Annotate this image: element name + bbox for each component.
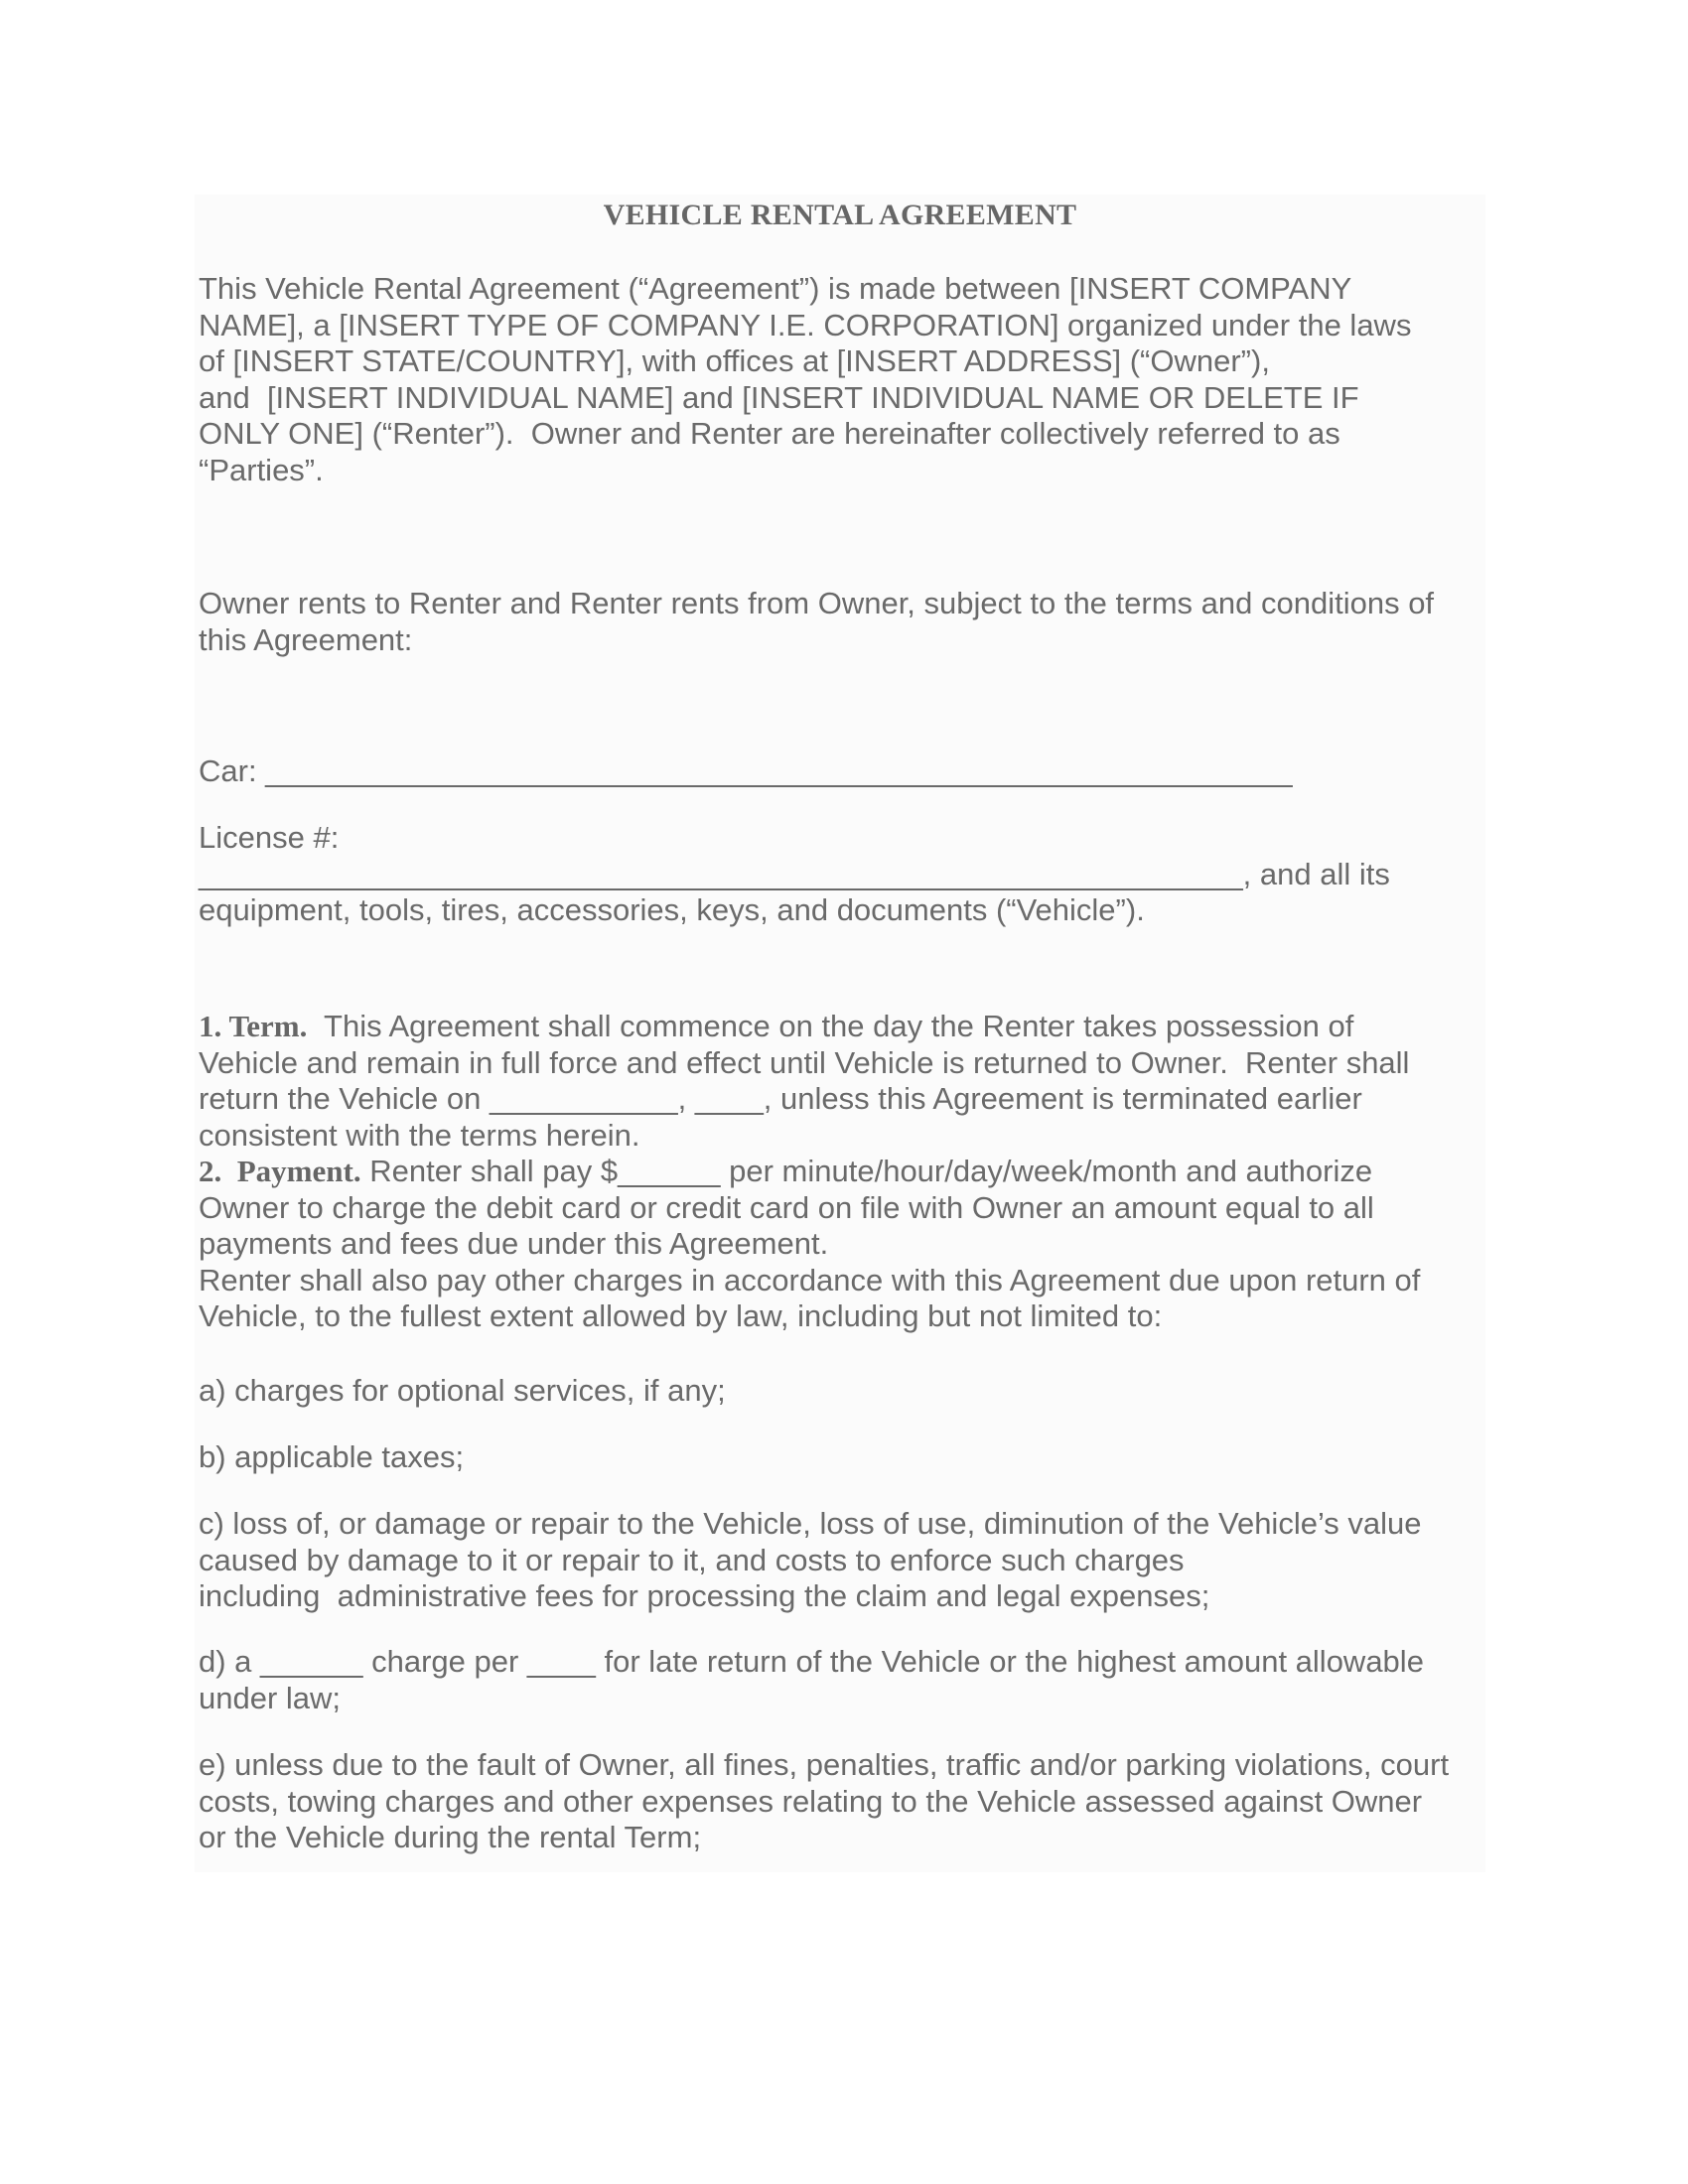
intro-line: “Parties”.	[199, 452, 324, 487]
term-line: consistent with the terms herein.	[199, 1117, 640, 1153]
item-c-line: c) loss of, or damage or repair to the Vehicle, loss of use, diminution of the Vehicle’s value	[199, 1506, 1422, 1541]
item-e-line: e) unless due to the fault of Owner, all fines, penalties, traffic and/or parking violations, court	[199, 1747, 1450, 1782]
license-field	[199, 820, 1489, 929]
intro-paragraph	[199, 271, 1489, 488]
term-line: return the Vehicle on ___________, ____, unless this Agreement is terminated earlier	[199, 1081, 1362, 1116]
payment-first-line-rest: Renter shall pay $______ per minute/hour/day/week/month and authorize	[360, 1154, 1373, 1188]
car-line: Car: ____________________________________________________________	[199, 753, 1293, 788]
payment-line: payments and fees due under this Agreement.	[199, 1226, 829, 1261]
rent-line: Owner rents to Renter and Renter rents from Owner, subject to the terms and conditions of	[199, 586, 1435, 620]
item-e-line: costs, towing charges and other expenses relating to the Vehicle assessed against Owner	[199, 1783, 1423, 1819]
term-heading: 1. Term.	[199, 1009, 308, 1043]
term-line: Vehicle and remain in full force and effect until Vehicle is returned to Owner. Renter shall	[199, 1044, 1410, 1080]
payment-heading: 2. Payment.	[199, 1154, 361, 1188]
payment-line: Owner to charge the debit card or credit card on file with Owner an amount equal to all	[199, 1189, 1374, 1225]
item-d-line: d) a ______ charge per ____ for late return of the Vehicle or the highest amount allowable	[199, 1644, 1424, 1679]
item-b-line: b) applicable taxes;	[199, 1439, 465, 1474]
rent-paragraph	[199, 586, 1489, 658]
license-blank-line: _____________________________________________________________, and all its	[199, 856, 1390, 891]
car-field	[199, 753, 1489, 790]
item-e	[199, 1747, 1489, 1856]
intro-line: NAME], a [INSERT TYPE OF COMPANY I.E. CORPORATION] organized under the laws	[199, 307, 1412, 342]
term-first-line-rest: This Agreement shall commence on the day the Renter takes possession of	[307, 1009, 1354, 1043]
item-a-line: a) charges for optional services, if any;	[199, 1373, 726, 1408]
item-d	[199, 1644, 1489, 1716]
document-body	[195, 195, 1485, 1872]
item-b	[199, 1439, 1489, 1476]
item-d-line: under law;	[199, 1680, 342, 1715]
terms-section	[199, 1009, 1489, 1335]
license-label: License #:	[199, 820, 340, 855]
item-e-line: or the Vehicle during the rental Term;	[199, 1820, 702, 1854]
rent-line: this Agreement:	[199, 621, 413, 657]
intro-line: and [INSERT INDIVIDUAL NAME] and [INSERT INDIVIDUAL NAME OR DELETE IF	[199, 379, 1359, 415]
item-c-line: caused by damage to it or repair to it, and costs to enforce such charges	[199, 1542, 1185, 1577]
license-end-line: equipment, tools, tires, accessories, keys, and documents (“Vehicle”).	[199, 892, 1145, 927]
term-first-line	[199, 1009, 1489, 1045]
item-c-line: including administrative fees for processing the claim and legal expenses;	[199, 1578, 1210, 1613]
intro-line: ONLY ONE] (“Renter”). Owner and Renter are hereinafter collectively referred to as	[199, 416, 1340, 451]
intro-line: This Vehicle Rental Agreement (“Agreement”) is made between [INSERT COMPANY	[199, 271, 1352, 306]
document-title: VEHICLE RENTAL AGREEMENT	[603, 199, 1077, 231]
item-c	[199, 1506, 1489, 1615]
payment-line: Vehicle, to the fullest extent allowed by law, including but not limited to:	[199, 1298, 1163, 1333]
item-a	[199, 1373, 1489, 1410]
intro-line: of [INSERT STATE/COUNTRY], with offices at [INSERT ADDRESS] (“Owner”),	[199, 343, 1270, 378]
payment-first-line	[199, 1154, 1489, 1190]
payment-line: Renter shall also pay other charges in accordance with this Agreement due upon return of	[199, 1262, 1421, 1297]
